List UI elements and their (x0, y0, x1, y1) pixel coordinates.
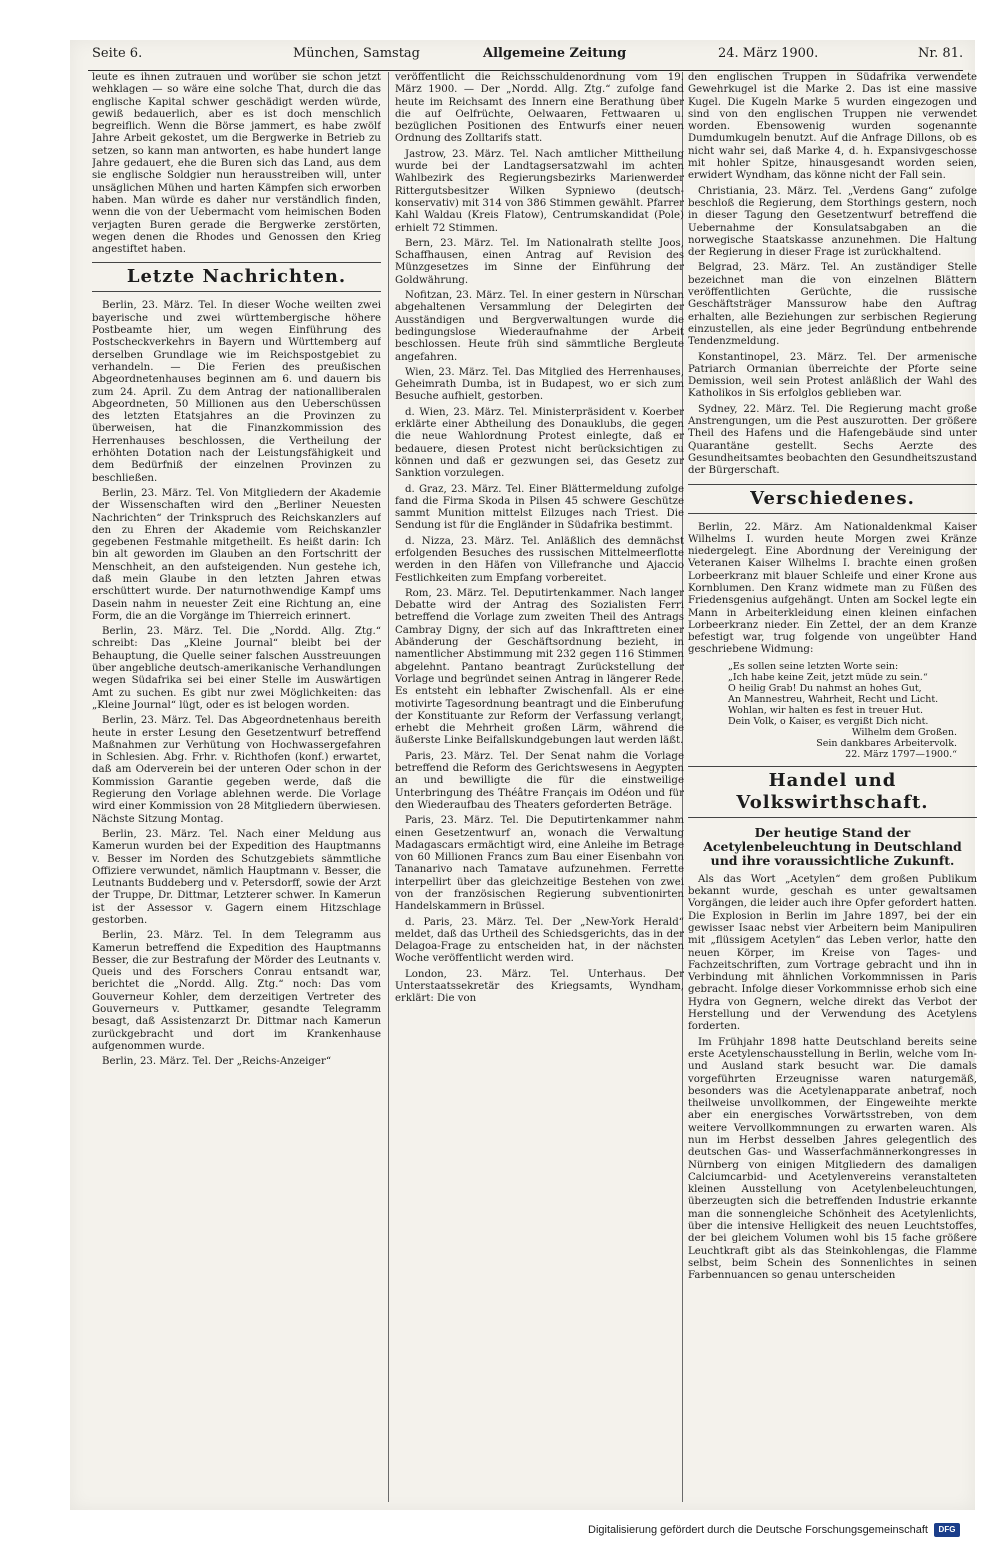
news-item: d. Paris, 23. März. Tel. Der „New-York Herald“ meldet, daß das Urtheil des Schiedsgerichts, das in der Delagoa-Frage zu entscheiden hat, in der nächsten Woche veröffentlicht werden wird. (395, 916, 684, 965)
dfg-logo-icon: DFG (934, 1523, 960, 1537)
poem-line: „Ich habe keine Zeit, jetzt müde zu sein.“ (728, 671, 928, 683)
news-item: London, 23. März. Tel. Unterhaus. Der Unterstaatssekretär des Kriegsamts, Wyndham, erklärt: Die von (395, 968, 684, 1005)
section-title-trade-economy: Handel und Volkswirthschaft. (688, 766, 977, 818)
place-date: München, Samstag (293, 46, 420, 61)
news-item: Bern, 23. März. Tel. Im Nationalrath stellte Joos, Schaffhausen, einen Antrag auf Revision des Münzgesetzes im Sinne der Einführung der Goldwährung. (395, 237, 684, 286)
news-item: Christiania, 23. März. Tel. „Verdens Gang“ zufolge beschloß die Regierung, dem Storthings gestern, noch in dieser Tagung den Gesetzentwurf betreffend die Uebernahme der Konsulatsabgaben an die norwegische Staatskasse anzunehmen. Die Haltung der Regierung in dieser Frage ist zurückhaltend. (688, 185, 977, 259)
news-item: Paris, 23. März. Tel. Die Deputirtenkammer nahm einen Gesetzentwurf an, wonach die Verwaltung Madagascars ermächtigt wird, eine Anleihe im Betrage von 60 Millionen Francs zum Bau einer Eisenbahn von Tananarivo nach Tamatave aufzunehmen. Ferrette interpellirt über das gleichzeitige Bestehen von zwei von der französischen Regierung subventionirten Handelskammern in Brüssel. (395, 815, 684, 913)
poem-line: „Es sollen seine letzten Worte sein: (728, 660, 899, 672)
news-item: Rom, 23. März. Tel. Deputirtenkammer. Nach langer Debatte wird der Antrag des Sozialisten Ferri betreffend die Vorlage zum zweiten Theil des Antrags Cambray Digny, der sich auf das Inkrafttreten einer Abänderung der Geschäftsordnung bezieht, in namentlicher Abstimmung mit 232 gegen 116 Stimmen abgelehnt. Pantano beantragt Zurückstellung der Vorlage und begründet seinen Antrag in längerer Rede. Es entsteht ein lebhafter Zwischenfall. Als er eine motivirte Tagesordnung beantragt und die Einberufung der Konstituante zur Reform der Verfassung verlangt, erhebt die Mehrheit großen Lärm, während die äußerste Linke Beifallskundgebungen laut werden läßt. (395, 587, 684, 747)
page-header (88, 40, 963, 71)
poem-line: Wohlan, wir halten es fest in treuer Hut. (728, 704, 924, 716)
issue-date: 24. März 1900. (718, 46, 819, 61)
article-paragraph: Als das Wort „Acetylen“ dem großen Publikum bekannt wurde, geschah es unter gewaltsamen Vorgängen, die leider auch ihre Opfer gefordert hatten. Die Explosion in Berlin im Jahre 1897, bei der ein gewisser Isaac nebst vier Arbeitern beim Manipuliren mit „flüssigem Acetylen“ das Leben verlor, hatte den neuen Körper, im Kreise von Tages- und Fachzeitschriften, zum Vortrage gebracht und ihn in Verbindung mit ähnlichen Vorkommnissen in Paris gebracht. Infolge dieser Vorkommnisse erhob sich eine Hydra von Gegnern, welche direkt das Verbot der Herstellung und der Verwendung des Acetylens forderten. (688, 873, 977, 1033)
news-item: Sydney, 22. März. Tel. Die Regierung macht große Anstrengungen, um die Pest auszurotten. Der größere Theil des Hafens und die Hafengebäude sind unter Quarantäne gestellt. Sechs Aerzte des Gesundheitsamtes beobachten den Gesundheitszustand der Bürgerschaft. (688, 403, 977, 477)
news-item: den englischen Truppen in Südafrika verwendete Gewehrkugel ist die Marke 2. Das ist eine massive Kugel. Die Kugeln Marke 5 wurden eingezogen und sind von den englischen Truppen nie verwendet worden. Ebensowenig wurden sogenannte Dumdumkugeln benutzt. Auf die Anfrage Dillons, ob es nicht wahr sei, daß Marke 4, d. h. Expansivgeschosse mit hohler Spitze, hinausgesandt worden seien, erwidert Wyndham, das könne nicht der Fall sein. (688, 72, 977, 182)
news-item: Berlin, 23. März. Tel. Von Mitgliedern der Akademie der Wissenschaften wird den „Berliner Neuesten Nachrichten“ der Trinkspruch des Reichskanzlers auf den zu Ehren der Akademie vom Reichskanzler gegebenen Festmahle mitgetheilt. Es heißt darin: Ich bin alt geworden im Glauben an den Fortschritt der Menschheit, an den aufsteigenden. Nun gestehe ich, daß mein Glaube in den letzten Jahren etwas erschüttert wurde. Der naturnothwendige Kampf ums Dasein nahm in neuester Zeit eine Richtung an, eine Form, die an die Vorgänge im Thierreich erinnert. (92, 487, 381, 622)
news-item: Jastrow, 23. März. Tel. Nach amtlicher Mittheilung wurde bei der Landtagsersatzwahl im achten Wahlbezirk des Regierungsbezirks Marienwerder Rittergutsbesitzer Wilken Sypniewo (deutsch-konservativ) mit 314 von 386 Stimmen gewählt. Pfarrer Kahl Waldau (Kreis Flatow), Centrumskandidat (Pole) erhielt 72 Stimmen. (395, 148, 684, 234)
poem-line: Dein Volk, o Kaiser, es vergißt Dich nicht. (728, 715, 929, 727)
column-rule (388, 72, 389, 1502)
credit-text: Digitalisierung gefördert durch die Deutsche Forschungsgemeinschaft (588, 1524, 928, 1536)
poem-line: An Mannestreu, Wahrheit, Recht und Licht. (728, 693, 939, 705)
column-1 (92, 72, 381, 1502)
news-item: Berlin, 23. März. Tel. Nach einer Meldung aus Kamerun wurden bei der Expedition des Hauptmanns v. Besser im Norden des Schutzgebiets sämmtliche Offiziere verwundet, nämlich Hauptmann v. Besser, die Leutnants Buddeberg und v. Petersdorff, sowie der Arzt der Truppe, Dr. Dittmar, Letzterer schwer. In Kamerun ist der Assessor v. Gagern einem Hitzschlage gestorben. (92, 828, 381, 926)
news-item: Berlin, 22. März. Am Nationaldenkmal Kaiser Wilhelms I. wurden heute Morgen zwei Kränze niedergelegt. Eine Abordnung der Vereinigung der Veteranen Kaiser Wilhelms I. brachte einen großen Lorbeerkranz mit blauer Schleife und einer Krone aus Kornblumen. Den Kranz widmete man zu Füßen des Friedensgenius aufgehängt. Unten am Sockel legte ein Mann in Arbeiterkleidung einen kleinen einfachen Lorbeerkranz nieder. Ein Zettel, der an dem Kranze befestigt war, trug folgende von ungeübter Hand geschriebene Widmung: (688, 521, 977, 656)
news-item: Berlin, 23. März. Tel. In dieser Woche weilten zwei bayerische und zwei württembergische höhere Postbeamte hier, um wegen Einführung des Postscheckverkehrs in Bayern und Württemberg auf derselben Grundlage wie im Reichspostgebiet zu verhandeln. — Die Ferien des preußischen Abgeordnetenhauses beginnen am 6. und dauern bis zum 24. April. Zu dem Antrag der nationalliberalen Abgeordneten, 50 Millionen aus den Ueberschüssen des letzten Etatsjahres an die Provinzen zu überweisen, hat die Finanzkommission des Herrenhauses beschlossen, die Vertheilung der erhöhten Dotation nach der Leistungsfähigkeit und dem Bedürfniß der einzelnen Provinzen zu beschließen. (92, 300, 381, 484)
news-item: Wien, 23. März. Tel. Das Mitglied des Herrenhauses, Geheimrath Dumba, ist in Budapest, wo er sich zum Besuche aufhielt, gestorben. (395, 366, 684, 403)
news-item: Berlin, 23. März. Tel. Die „Nordd. Allg. Ztg.“ schreibt: Das „Kleine Journal“ bleibt bei der Behauptung, die Quelle seiner falschen Ausstreuungen über angebliche deutsch-amerikanische Verhandlungen wegen Südafrika sei bei einer Stelle im Auswärtigen Amt zu suchen. Es gibt nur zwei Möglichkeiten: das „Kleine Journal“ lügt, oder es ist belogen worden. (92, 626, 381, 711)
section-title-miscellaneous: Verschiedenes. (688, 484, 977, 514)
news-item: Paris, 23. März. Tel. Der Senat nahm die Vorlage betreffend die Reform des Gerichtswesens in Aegypten an und bewilligte die für die einstweilige Unterbringung des Théâtre Français im Odéon und für den Wiederaufbau des Theaters geforderten Beträge. (395, 750, 684, 811)
article-paragraph: Im Frühjahr 1898 hatte Deutschland bereits seine erste Acetylenschausstellung in Berlin, welche vom In- und Ausland stark besucht war. Die damals vorgeführten Erzeugnisse waren naturgemäß, besonders was die Acetylenapparate anbetraf, noch theilweise unvollkommen, der Eingeweihte merkte aber ein energisches Vorwärtsstreben, von dem weitere Vervollkommnungen zu erwarten waren. Als nun im Herbst desselben Jahres gelegentlich des deutschen Gas- und Wasserfachmännerkongresses in Nürnberg von einigen Mitgliedern des damaligen Calciumcarbid- und Acetylenvereins veranstalteten kleinen Ausstellung von Acetylenbeleuchtungen, überzeugten sich die betreffenden Industrie erkannte man die sonnengleiche Schönheit des Acetylenlichts, über die intensive Helligkeit des neuen Leuchtstoffes, der bei gleichem Volumen wohl bis 15 fache größere Leuchtkraft gibt als das Steinkohlengas, die Flamme selbst, beim Schein des Sonnenlichtes in seinen Farbennuancen so genau unterscheiden (688, 1036, 977, 1282)
issue-number: Nr. 81. (918, 46, 964, 61)
dedication-poem (728, 661, 977, 760)
news-item: Berlin, 23. März. Tel. Das Abgeordnetenhaus bereith heute in erster Lesung den Gesetzentwurf betreffend Maßnahmen zur Verhütung von Hochwassergefahren in Schlesien. Abg. Frhr. v. Richthofen (konf.) erwartet, daß am Oderverein bei der unteren Oder schon in der Kommission Garantie gegeben werde, daß die Regierung den Vorlage ablehnen werde. Die Vorlage wird einer Kommission von 28 Mitgliedern überwiesen. Nächste Sitzung Montag. (92, 715, 381, 825)
news-item: d. Nizza, 23. März. Tel. Anläßlich des demnächst erfolgenden Besuches des russischen Mittelmeerflotte werden in den Häfen von Villefranche und Ajaccio Festlichkeiten zum Empfang vorbereitet. (395, 535, 684, 584)
article-continuation: leute es ihnen zutrauen und worüber sie schon jetzt wehklagen — so wäre eine solche That, durch die das englische Kapital schwer geschädigt werden würde, gewiß bedauerlich, aber es ist doch menschlich begreiflich. Wenn die Börse jammert, es habe zwölf Jahre Arbeit gekostet, um die Bergwerke in Betrieb zu setzen, so kann man antworten, es habe hundert lange Jahre gedauert, ehe die Buren sich das Land, aus dem sie englische Soldgier nun herausstreiben will, unter unsäglichen Mühen und harten Kämpfen sich erworben haben. Man würde es daher nur verständlich finden, wenn die von der Uebermacht vom heimischen Boden verjagten Buren gerade die Bergwerke zerstörten, wegen denen die Rhodes und Genossen den Krieg angestiftet haben. (92, 72, 381, 256)
page-number: Seite 6. (92, 46, 143, 61)
news-item: Belgrad, 23. März. Tel. An zuständiger Stelle bezeichnet man die von einzelnen Blättern veröffentlichten Gerüchte, die russische Geschäftsträger Manssurow habe den Auftrag erhalten, alle Beziehungen zur serbischen Regierung einzustellen, als eine jeder Begründung entbehrende Tendenzmeldung. (688, 262, 977, 348)
news-item: d. Graz, 23. März. Tel. Einer Blättermeldung zufolge fand die Firma Skoda in Pilsen 45 schwere Geschütze sammt Munition mittelst Eilzuges nach Triest. Die Sendung ist für die Engländer in Südafrika bestimmt. (395, 483, 684, 532)
news-item: d. Wien, 23. März. Tel. Ministerpräsident v. Koerber erklärte einer Abtheilung des Donauklubs, die gegen die neue Wahlordnung Protest einlegte, daß er bedauere, diesen Protest nicht berücksichtigen zu können und daß er gezwungen sei, das Gesetz zur Sanktion vorzulegen. (395, 406, 684, 480)
news-item: Berlin, 23. März. Tel. In dem Telegramm aus Kamerun betreffend die Expedition des Hauptmanns Besser, die zur Bestrafung der Mörder des Leutnants v. Queis und des Forschers Conrau entsandt war, berichtet die „Nordd. Allg. Ztg.“ noch: Das vom Gouverneur Kohler, dem derzeitigen Vertreter des Gouverneurs v. Puttkamer, gesandte Telegramm besagt, daß Assistenzarzt Dr. Dittmar nach Kamerun zurückgebracht und dort im Krankenhause aufgenommen wurde. (92, 930, 381, 1052)
news-item: Nofitzan, 23. März. Tel. In einer gestern in Nürschan abgehaltenen Versammlung der Delegirten der Ausständigen und Bergverwaltungen wurde die bedingungslose Wiederaufnahme der Arbeit beschlossen. Heute früh sind sämmtliche Bergleute angefahren. (395, 290, 684, 363)
column-2 (395, 72, 684, 1502)
article-headline: Der heutige Stand der Acetylenbeleuchtung in Deutschland und ihre voraussichtliche Zukunft. (703, 824, 962, 868)
digitization-credit (588, 1523, 960, 1537)
poem-line: Wilhelm dem Großen. (851, 726, 957, 738)
news-item: Berlin, 23. März. Tel. Der „Reichs-Anzeiger“ (102, 1056, 332, 1068)
newspaper-page (70, 40, 975, 1510)
poem-line: Sein dankbares Arbeitervolk. (816, 737, 957, 749)
section-title-latest-news: Letzte Nachrichten. (92, 262, 381, 292)
poem-line: O heilig Grab! Du nahmst an hohes Gut, (728, 682, 922, 694)
column-3 (688, 72, 977, 1502)
news-item: Konstantinopel, 23. März. Tel. Der armenische Patriarch Ormanian überreichte der Pforte seine Demission, weil sein Protest anläßlich der Wahl des Katholikos in Sis erfolglos geblieben war. (688, 351, 977, 400)
newspaper-title: Allgemeine Zeitung (483, 46, 627, 61)
poem-line: 22. März 1797—1900.“ (845, 748, 957, 760)
news-item: veröffentlicht die Reichsschuldenordnung vom 19. März 1900. — Der „Nordd. Allg. Ztg.“ zufolge fand heute im Reichsamt des Innern eine Berathung über die auf Oelfrüchte, Oelwaaren, Fettwaaren u. bezüglichen Positionen des Entwurfs einer neuen Ordnung des Zolltarifs statt. (395, 72, 684, 145)
